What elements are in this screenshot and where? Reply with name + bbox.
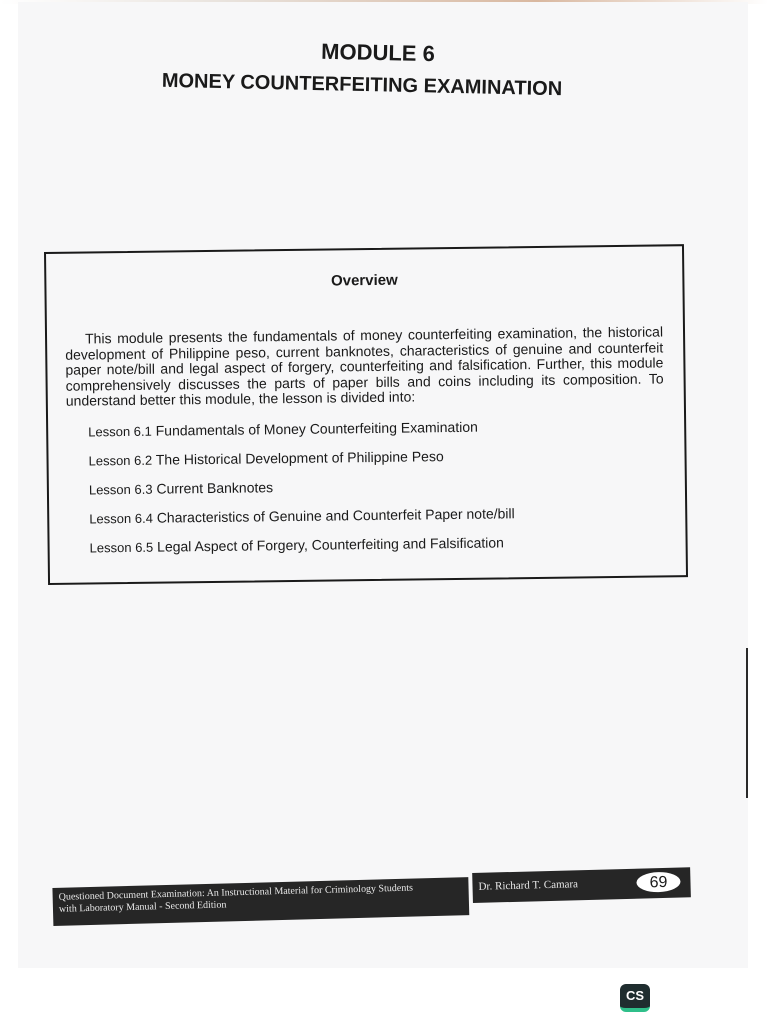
book-title-line-1: Questioned Document Examination: An Instructional Material for Criminology Students — [58, 882, 414, 903]
author-name: Dr. Richard T. Camara — [478, 878, 579, 893]
lesson-title: Fundamentals of Money Counterfeiting Examination — [155, 418, 478, 439]
lesson-title: Characteristics of Genuine and Counterfeit Paper note/bill — [156, 505, 515, 526]
module-title: MONEY COUNTERFEITING EXAMINATION — [161, 69, 563, 101]
lesson-title: Current Banknotes — [156, 479, 274, 497]
page-edge-line — [746, 648, 748, 798]
lesson-number: Lesson 6.3 — [88, 481, 153, 498]
overview-paragraph: This module presents the fundamentals of money counterfeiting examination, the historical development of Philippine peso, current banknotes, characteristics of genuine and counterfeit paper note/bill and legal aspect of forgery, counterfeiting and falsification. Further, this module comprehensively discusses the parts of paper bills and coins including its composition. To understand better this module, the lesson is divided into: — [65, 323, 664, 409]
overview-box — [44, 244, 688, 585]
lesson-list — [88, 416, 670, 568]
author-block — [472, 867, 691, 903]
camscanner-logo-icon: CS — [620, 984, 650, 1012]
lesson-item — [90, 532, 670, 568]
lesson-number: Lesson 6.2 — [88, 452, 153, 469]
page-number-badge: 69 — [634, 870, 683, 895]
lesson-title: Legal Aspect of Forgery, Counterfeiting and Falsification — [157, 534, 505, 555]
book-title-line-2: with Laboratory Manual - Second Edition — [58, 899, 227, 915]
module-number: MODULE 6 — [320, 38, 436, 67]
lesson-number: Lesson 6.5 — [89, 539, 154, 556]
overview-heading: Overview — [330, 271, 398, 290]
lesson-number: Lesson 6.4 — [89, 510, 153, 527]
lesson-title: The Historical Development of Philippine Peso — [155, 448, 444, 468]
lesson-number: Lesson 6.1 — [88, 423, 152, 440]
